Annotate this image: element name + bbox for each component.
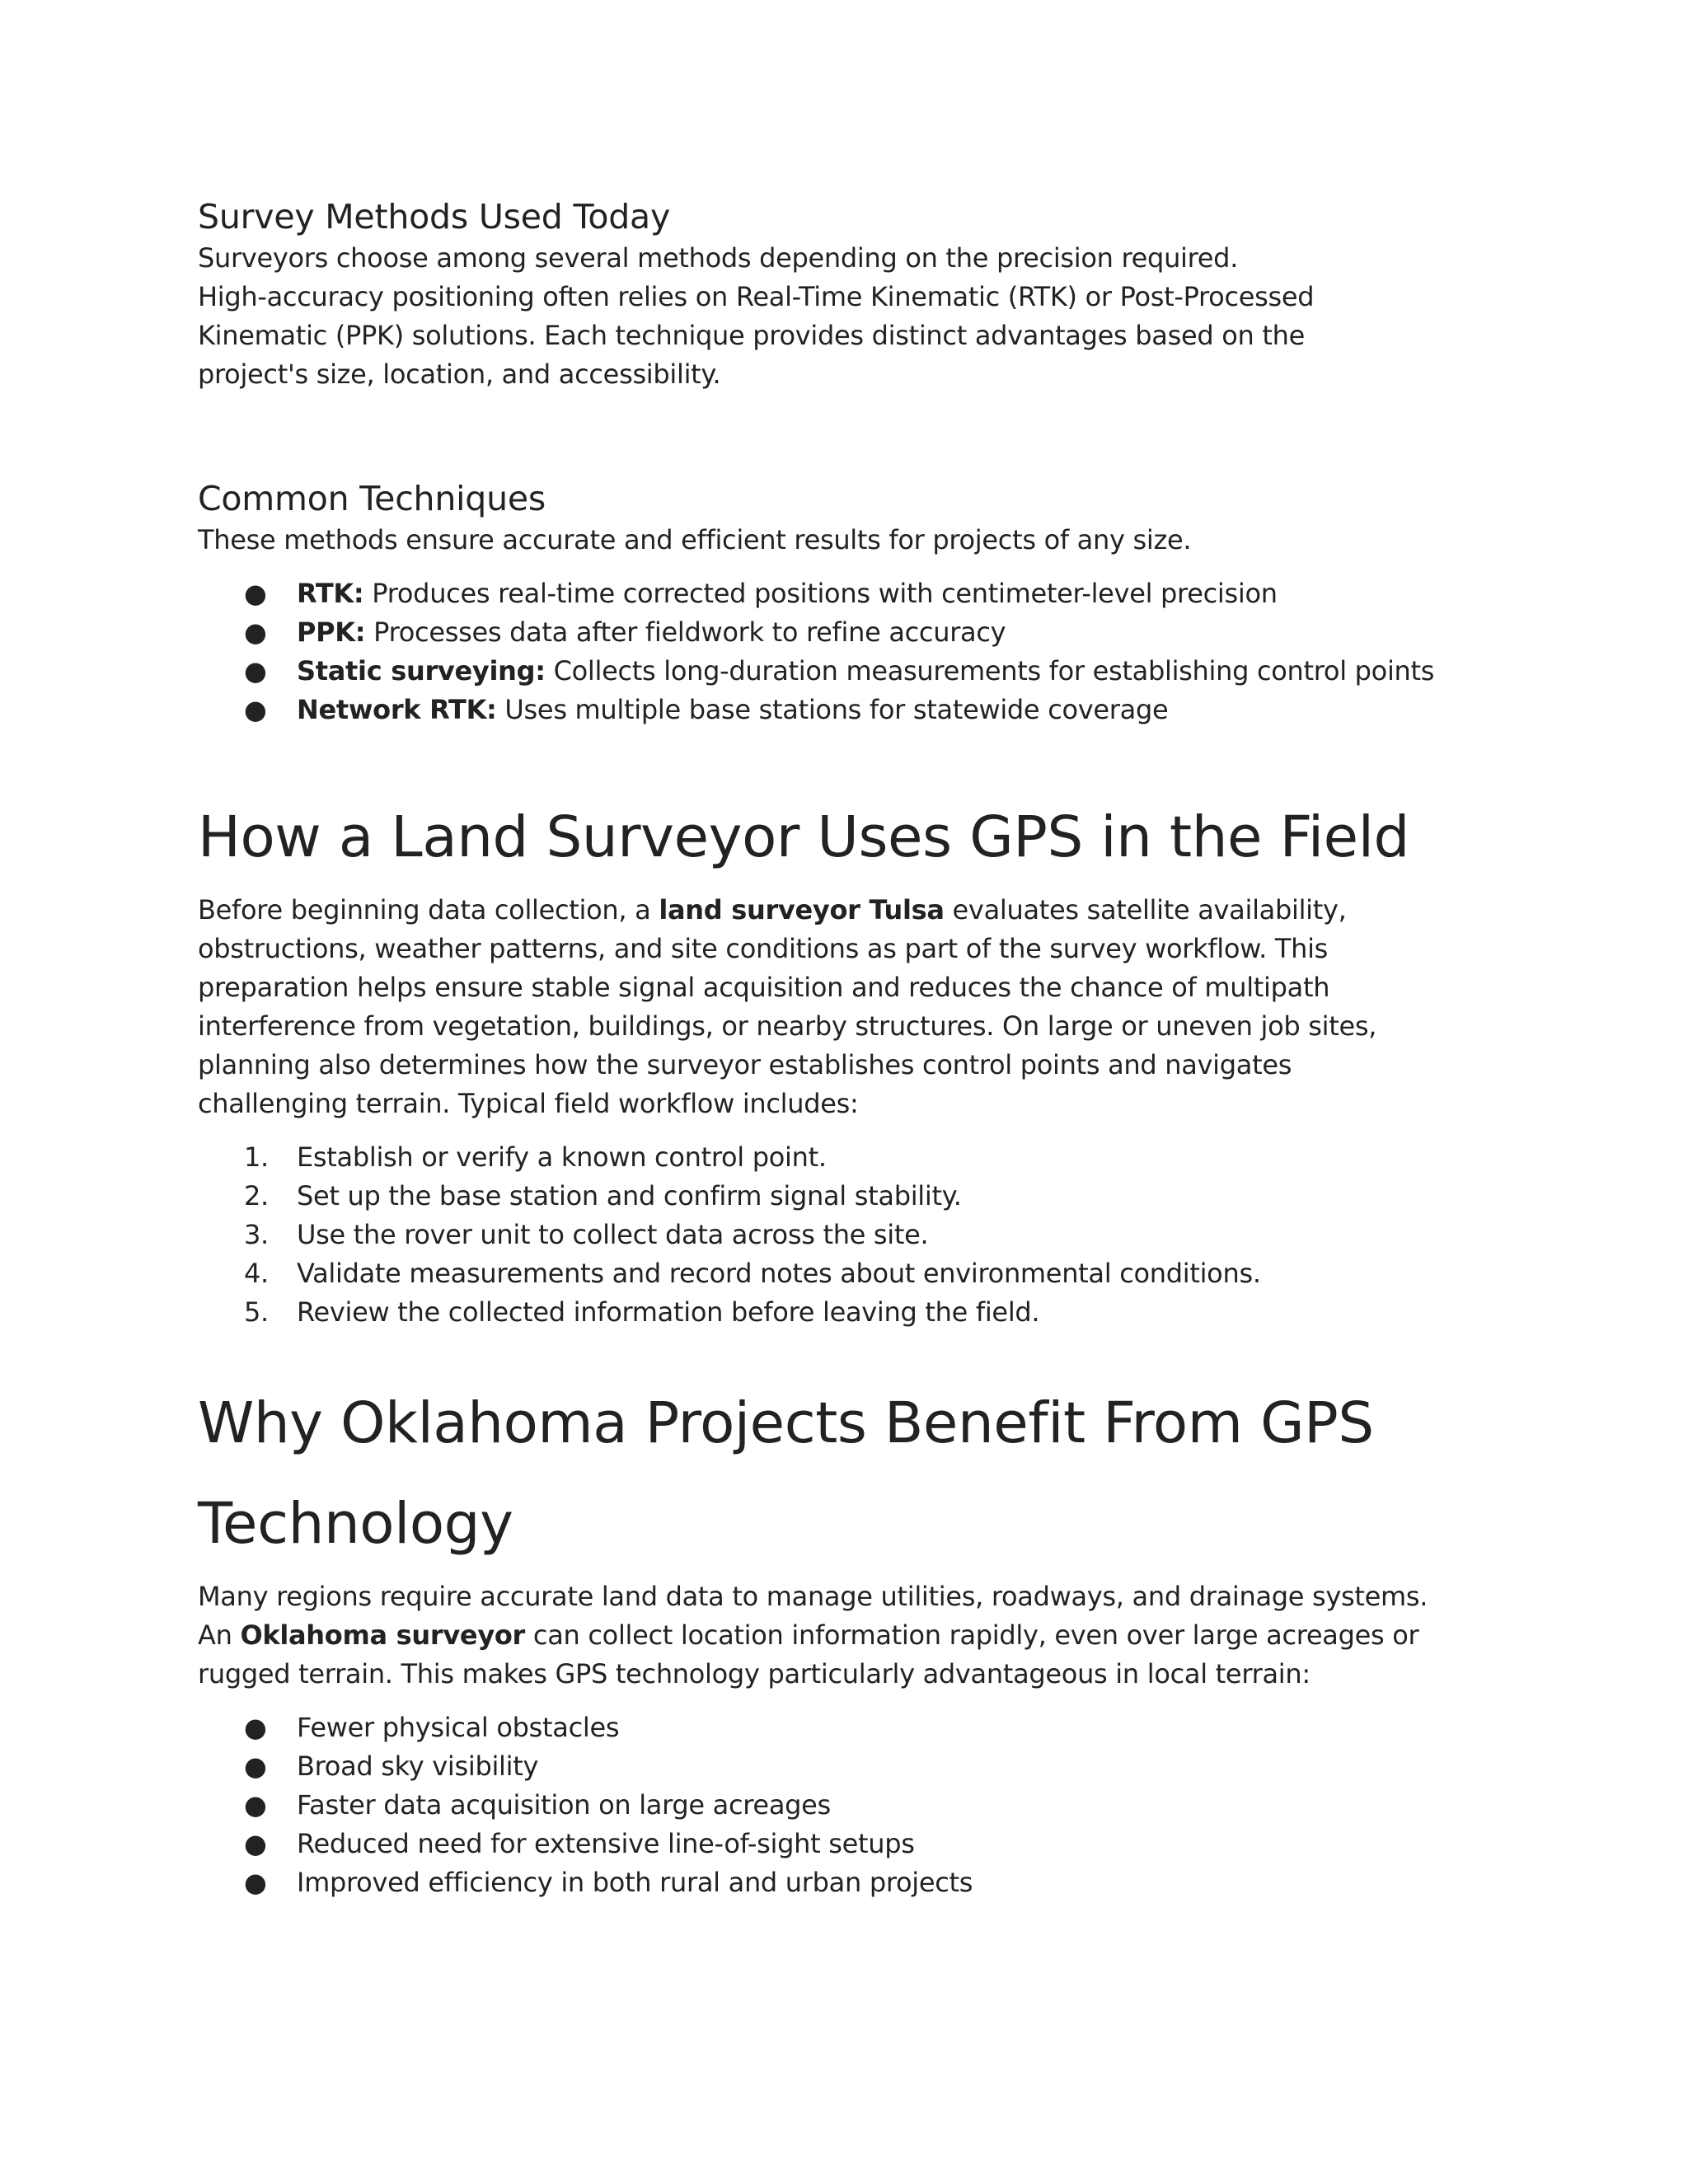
- bullet-icon: ●: [244, 1789, 267, 1821]
- workflow-steps-list: [198, 1138, 1500, 1332]
- list-item: [198, 1177, 1500, 1216]
- list-item-text: Fewer physical obstacles: [297, 1712, 620, 1743]
- step-number: 4.: [244, 1258, 269, 1289]
- list-item: [198, 1786, 1500, 1825]
- list-item-text: Produces real-time corrected positions with centimeter-level precision: [363, 578, 1278, 609]
- list-item-text: Validate measurements and record notes about environmental conditions.: [297, 1258, 1261, 1289]
- paragraph-line: planning also determines how the surveyor establishes control points and navigates: [198, 1049, 1292, 1080]
- list-item: [198, 1747, 1500, 1786]
- step-number: 3.: [244, 1219, 269, 1250]
- common-techniques-intro: These methods ensure accurate and efficient results for projects of any size.: [198, 524, 1192, 555]
- paragraph-line: [198, 891, 1500, 930]
- list-item: [198, 613, 1500, 652]
- heading-land-surveyor-gps: How a Land Surveyor Uses GPS in the Field: [198, 804, 1409, 870]
- text-run: Before beginning data collection, a: [198, 894, 659, 926]
- list-item-text: Set up the base station and confirm signal stability.: [297, 1180, 962, 1212]
- paragraph-line: obstructions, weather patterns, and site conditions as part of the survey workflow. This: [198, 933, 1329, 964]
- list-item-text: Reduced need for extensive line-of-sight setups: [297, 1828, 915, 1859]
- paragraph-line: challenging terrain. Typical field workflow includes:: [198, 1088, 859, 1119]
- list-item-text: Processes data after fieldwork to refine accuracy: [365, 616, 1006, 648]
- step-number: 2.: [244, 1180, 269, 1212]
- text-run: can collect location information rapidly, even over large acreages or: [525, 1619, 1419, 1651]
- keyword-link-text: land surveyor Tulsa: [659, 894, 945, 926]
- heading-oklahoma-gps: [198, 1373, 1500, 1574]
- bullet-icon: ●: [244, 1750, 267, 1782]
- step-number: 5.: [244, 1296, 269, 1328]
- oklahoma-paragraph: [198, 1577, 1500, 1694]
- bullet-icon: ●: [244, 616, 267, 648]
- bullet-icon: ●: [244, 1867, 267, 1898]
- list-item: [198, 1254, 1500, 1293]
- list-item-term: PPK:: [297, 616, 366, 648]
- heading-line: Why Oklahoma Projects Benefit From GPS: [198, 1390, 1374, 1456]
- list-item-term: RTK:: [297, 578, 364, 609]
- paragraph-line: Many regions require accurate land data to manage utilities, roadways, and drainage systems.: [198, 1581, 1428, 1612]
- paragraph-line: project's size, location, and accessibility.: [198, 359, 721, 390]
- paragraph-line: [198, 1616, 1500, 1655]
- list-item-text: Faster data acquisition on large acreages: [297, 1789, 831, 1821]
- paragraph-line: Surveyors choose among several methods depending on the precision required.: [198, 242, 1239, 274]
- list-item-term: Static surveying:: [297, 655, 546, 687]
- list-item: [198, 691, 1500, 729]
- list-item: [198, 1216, 1500, 1254]
- list-item-text: Use the rover unit to collect data across the site.: [297, 1219, 929, 1250]
- heading-survey-methods: Survey Methods Used Today: [198, 197, 671, 237]
- survey-methods-paragraph: [198, 239, 1500, 394]
- paragraph-line: preparation helps ensure stable signal acquisition and reduces the chance of multipath: [198, 972, 1330, 1003]
- list-item-term: Network RTK:: [297, 694, 497, 725]
- heading-line: Technology: [198, 1491, 513, 1557]
- paragraph-line: interference from vegetation, buildings, or nearby structures. On large or uneven job sites,: [198, 1010, 1377, 1042]
- list-item: [198, 1708, 1500, 1747]
- heading-common-techniques: Common Techniques: [198, 479, 546, 518]
- bullet-icon: ●: [244, 1828, 267, 1859]
- list-item-text: Broad sky visibility: [297, 1750, 539, 1782]
- text-run: evaluates satellite availability,: [944, 894, 1347, 926]
- keyword-link-text: Oklahoma surveyor: [240, 1619, 526, 1651]
- bullet-icon: ●: [244, 578, 267, 609]
- list-item-text: Uses multiple base stations for statewide coverage: [496, 694, 1169, 725]
- techniques-list: [198, 574, 1500, 729]
- paragraph-line: rugged terrain. This makes GPS technology particularly advantageous in local terrain:: [198, 1658, 1311, 1690]
- bullet-icon: ●: [244, 694, 267, 725]
- bullet-icon: ●: [244, 655, 267, 687]
- paragraph-line: Kinematic (PPK) solutions. Each technique provides distinct advantages based on the: [198, 320, 1305, 351]
- bullet-icon: ●: [244, 1712, 267, 1743]
- list-item-text: Collects long-duration measurements for establishing control points: [545, 655, 1435, 687]
- document-page: [198, 194, 1500, 1902]
- list-item: [198, 652, 1500, 691]
- step-number: 1.: [244, 1141, 269, 1173]
- list-item-text: Improved efficiency in both rural and urban projects: [297, 1867, 973, 1898]
- paragraph-line: High-accuracy positioning often relies on Real-Time Kinematic (RTK) or Post-Processed: [198, 281, 1315, 312]
- list-item: [198, 1293, 1500, 1332]
- list-item-text: Establish or verify a known control point.: [297, 1141, 827, 1173]
- text-run: An: [198, 1619, 241, 1651]
- list-item: [198, 1825, 1500, 1863]
- list-item: [198, 1138, 1500, 1177]
- list-item-text: Review the collected information before leaving the field.: [297, 1296, 1040, 1328]
- list-item: [198, 574, 1500, 613]
- benefits-list: [198, 1708, 1500, 1902]
- land-surveyor-paragraph: [198, 891, 1500, 1123]
- list-item: [198, 1863, 1500, 1902]
